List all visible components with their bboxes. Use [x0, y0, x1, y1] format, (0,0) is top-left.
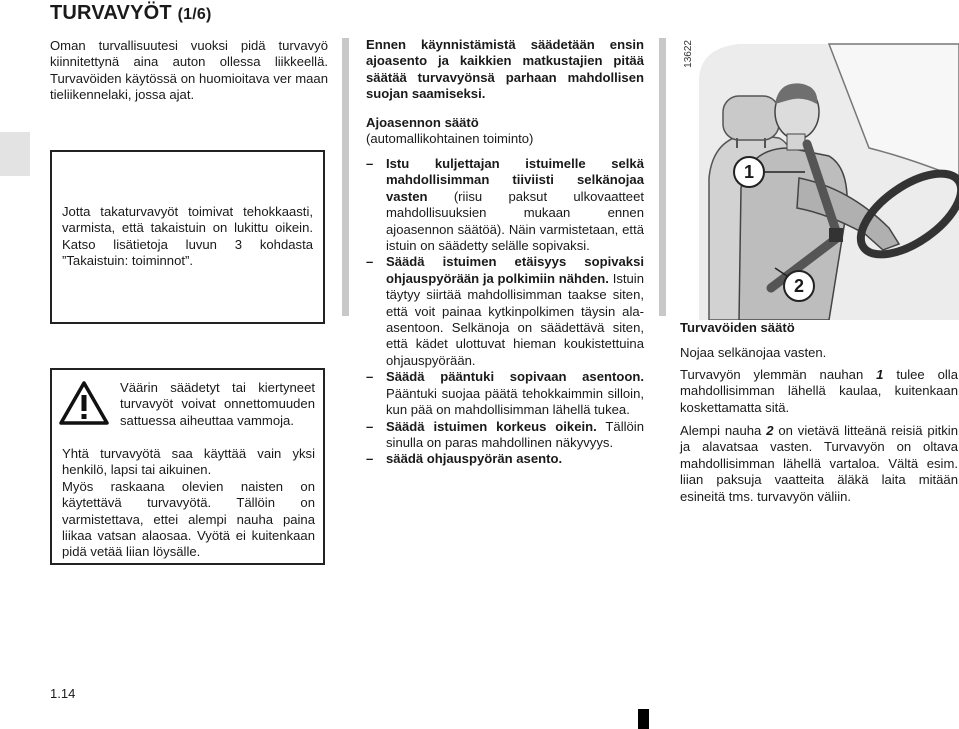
- warning-box: [50, 368, 325, 565]
- seatbelt-heading: Turvavöiden säätö: [680, 320, 795, 335]
- title-text: TURVAVYÖT: [50, 2, 172, 24]
- list-item: – säädä ohjauspyörän asento.: [366, 451, 644, 467]
- seatbelt-p3: Alempi nauha 2 on vietävä litteänä reisiä pitkin ja alavatsaa vasten. Turvavyön on oltava mahdollisimman lähellä vartaloa. Vältä esim. liian paksuja vaatteita äläkä laita mitään esineitä tms. turvavyön väliin.: [680, 423, 958, 504]
- adjustment-list: [366, 156, 644, 468]
- list-item: – Istu kuljettajan istuimelle selkä mahdollisimman tiiviisti selkänojaa vasten (riisu paksut ulkovaatteet mahdollisuuksien mukaan ennen ajoasennon säätöä). Näin varmistetaan, että istuin on säädetty selälle sopivaksi.: [366, 156, 644, 254]
- list-item: – Säädä istuimen etäisyys sopivaksi ohjauspyörään ja polkimiin nähden. Istuin täytyy siirtää mahdollisimman taakse siten, että voit painaa kytkinpolkimen täysin ala-asentoon. Selkänoja on säädettävä siten, että kädet ulottuvat hieman koukistettuina ohjauspyörään.: [366, 254, 644, 369]
- warning-body: [62, 446, 315, 561]
- warning-paragraph-2: Myös raskaana olevien naisten on käytettävä turvavyötä. Tällöin on varmistettava, ettei alempi nauha paina liikaa vatsan alaosaa. Vyötä ei kuitenkaan pidä vetää liian löysälle.: [62, 478, 315, 560]
- ref-number-2: 2: [766, 423, 774, 438]
- list-item: – Säädä pääntuki sopivaan asentoon. Pääntuki suojaa päätä tehokkaimmin silloin, kun pää on mahdollisimman lähellä tukea.: [366, 369, 644, 418]
- note-box-text: Jotta takaturvavyöt toimivat tehokkaasti, varmista, että takaistuin on lukittu oikein. Katso lisätietoja luvun 3 kohdasta ”Takaistuin: toiminnot”.: [62, 204, 313, 269]
- warning-lead: Väärin säädetyt tai kiertyneet turvavyöt voivat onnettomuuden sattuessa aiheuttaa vammoja.: [120, 380, 315, 428]
- section-side-tab: [0, 132, 30, 176]
- page-title: [50, 2, 211, 25]
- section-heading-note: (automallikohtainen toiminto): [366, 131, 534, 146]
- warning-triangle-icon: [59, 381, 109, 425]
- column-divider-right: [659, 38, 666, 316]
- seatbelt-illustration: [679, 38, 959, 320]
- seatbelt-p2: Turvavyön ylemmän nauhan 1 tulee olla mahdollisimman lähellä kaulaa, kuitenkaan koskettamatta sitä.: [680, 367, 958, 415]
- callout-2: 2: [783, 270, 815, 302]
- seatbelt-p1: Nojaa selkänojaa vasten.: [680, 345, 827, 360]
- section-heading: Ajoasennon säätö: [366, 115, 479, 130]
- list-item: – Säädä istuimen korkeus oikein. Tällöin sinulla on paras mahdollinen näkyvyys.: [366, 419, 644, 452]
- page-number: 1.14: [50, 686, 76, 701]
- warning-paragraph-1: Yhtä turvavyötä saa käyttää vain yksi henkilö, lapsi tai aikuinen.: [62, 446, 315, 478]
- driver-seatbelt-drawing: [679, 38, 959, 320]
- middle-intro: Ennen käynnistämistä säädetään ensin ajoasento ja kaikkien matkustajien pitää säätää turvavyönsä parhaan mahdollisen suojan saamiseksi.: [366, 37, 644, 102]
- callout-1: 1: [733, 156, 765, 188]
- title-page-indicator: (1/6): [177, 6, 212, 23]
- figure-code: 13622: [683, 40, 694, 68]
- ref-number-1: 1: [876, 367, 884, 382]
- edge-marker: [638, 709, 649, 729]
- left-intro: Oman turvallisuutesi vuoksi pidä turvavyö kiinnitettynä aina auton ollessa liikkeellä. Turvavöiden käytössä on huomioitava ver maan tieliikennelaki, jossa ajat.: [50, 38, 328, 103]
- column-divider-left: [342, 38, 349, 316]
- note-box: [50, 150, 325, 324]
